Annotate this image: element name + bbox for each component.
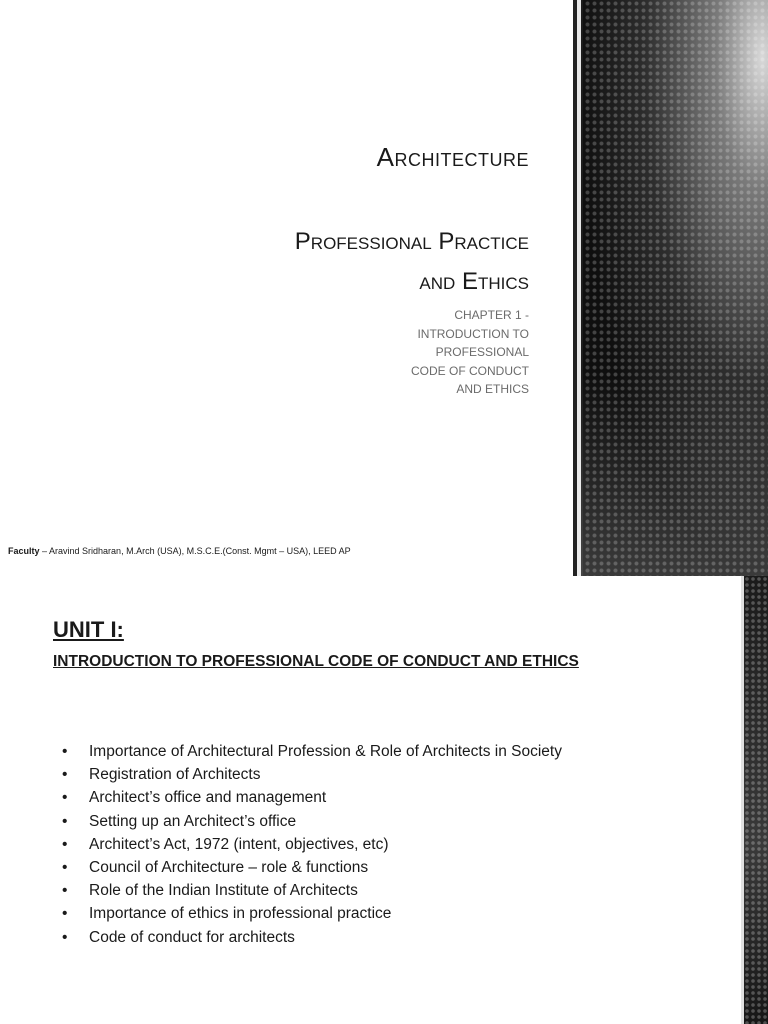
subtitle-line-2: and Ethics	[419, 268, 529, 295]
list-item: • Importance of Architectural Profession & Role of Architects in Society	[62, 740, 562, 763]
subtitle-line-1: Professional Practice	[294, 228, 529, 255]
chapter-description	[411, 306, 529, 399]
chapter-line: AND ETHICS	[456, 382, 529, 396]
list-item: • Registration of Architects	[62, 763, 562, 786]
list-item: • Architect’s office and management	[62, 786, 562, 809]
list-item: • Setting up an Architect’s office	[62, 810, 562, 833]
list-item: • Architect’s Act, 1972 (intent, objectives, etc)	[62, 833, 562, 856]
list-item: • Council of Architecture – role & functions	[62, 856, 562, 879]
faculty-credit	[8, 546, 351, 556]
slide-subtitle	[295, 222, 529, 302]
list-item: • Role of the Indian Institute of Architects	[62, 879, 562, 902]
slide-title: Architecture	[376, 142, 529, 172]
faculty-details: – Aravind Sridharan, M.Arch (USA), M.S.C.E.(Const. Mgmt – USA), LEED AP	[39, 546, 351, 556]
topic-list	[62, 740, 562, 949]
chapter-line: CHAPTER 1 -	[454, 308, 529, 322]
chapter-line: INTRODUCTION TO	[417, 326, 529, 341]
chapter-line: PROFESSIONAL	[435, 345, 529, 359]
decorative-metal-strip	[741, 576, 768, 1024]
panel-gloss	[577, 376, 768, 576]
faculty-label: Faculty	[8, 546, 40, 556]
unit-subtitle: INTRODUCTION TO PROFESSIONAL CODE OF CONDUCT AND ETHICS	[53, 653, 579, 670]
unit-title: UNIT I:	[53, 617, 124, 642]
chapter-line: CODE OF CONDUCT	[411, 363, 529, 378]
list-item: • Importance of ethics in professional practice	[62, 902, 562, 925]
list-item: • Code of conduct for architects	[62, 926, 562, 949]
unit-slide	[0, 576, 768, 1024]
decorative-metal-panel	[573, 0, 768, 576]
